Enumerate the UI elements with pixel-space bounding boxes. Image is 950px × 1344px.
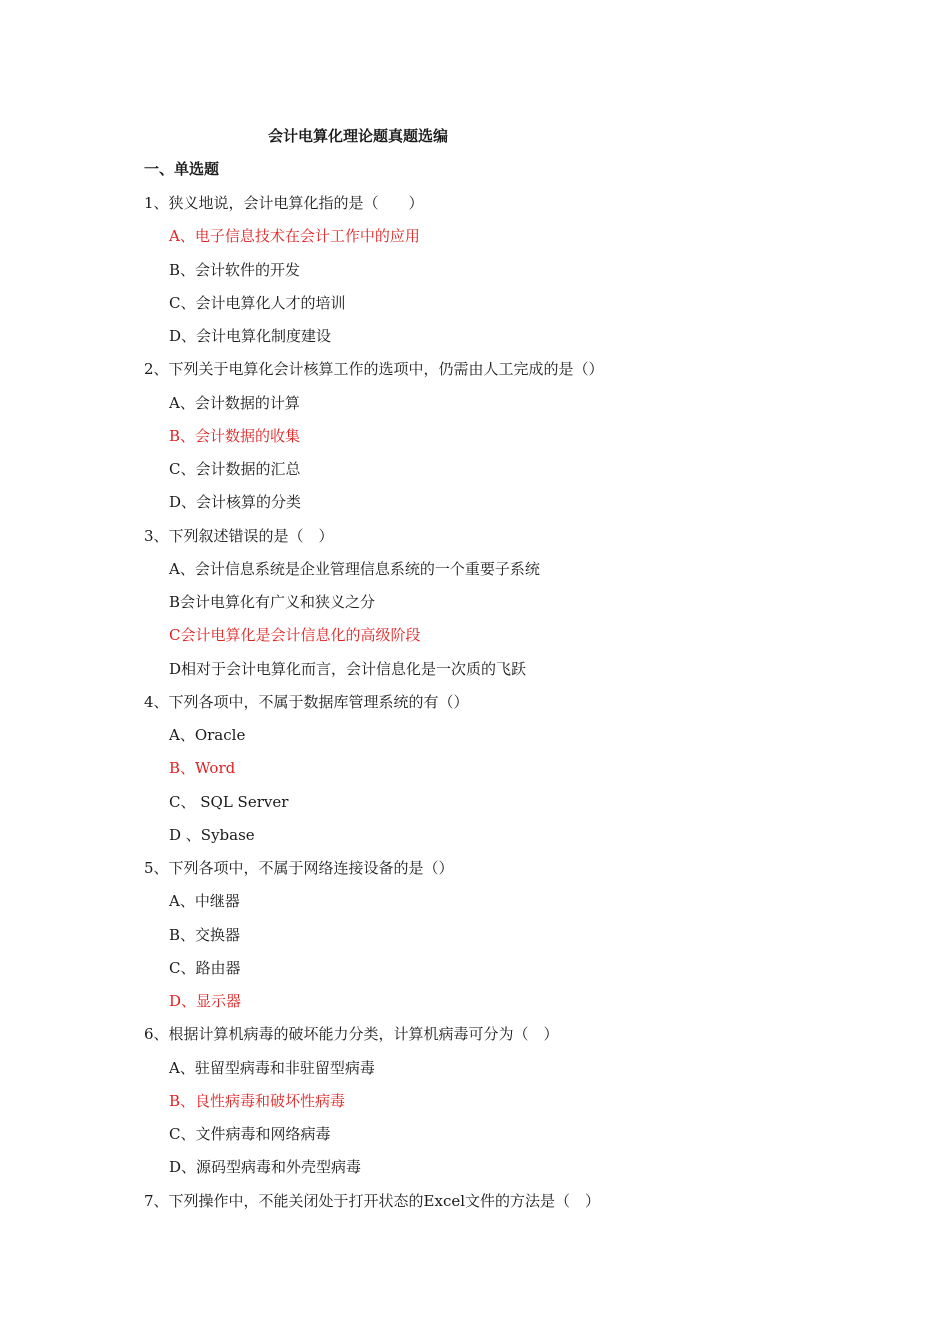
section-title: 一、单选题 bbox=[144, 160, 220, 178]
answer-option-correct: B、Word bbox=[169, 759, 236, 778]
answer-option: C、会计数据的汇总 bbox=[169, 460, 301, 478]
question-stem: 3、下列叙述错误的是（ ） bbox=[144, 526, 334, 545]
question-stem: 1、狭义地说，会计电算化指的是（ ） bbox=[144, 194, 424, 212]
question-stem: 6、根据计算机病毒的破坏能力分类，计算机病毒可分为（ ） bbox=[144, 1025, 559, 1044]
answer-option: B、会计软件的开发 bbox=[169, 260, 301, 279]
question-list bbox=[0, 192, 950, 1223]
answer-option-correct: D、显示器 bbox=[169, 992, 242, 1010]
answer-option: D、会计核算的分类 bbox=[169, 493, 302, 512]
answer-option: C、文件病毒和网络病毒 bbox=[169, 1125, 331, 1143]
answer-option: C、会计电算化人才的培训 bbox=[169, 293, 346, 312]
document-title: 会计电算化理论题真题选编 bbox=[268, 127, 449, 145]
answer-option-correct: A、电子信息技术在会计工作中的应用 bbox=[169, 227, 420, 246]
answer-option: D、会计电算化制度建设 bbox=[169, 327, 332, 345]
answer-option: A、会计信息系统是企业管理信息系统的一个重要子系统 bbox=[169, 559, 540, 578]
question-stem: 2、下列关于电算化会计核算工作的选项中，仍需由人工完成的是（） bbox=[144, 360, 604, 379]
answer-option-correct: B、良性病毒和破坏性病毒 bbox=[169, 1091, 346, 1110]
answer-option: A、会计数据的计算 bbox=[169, 393, 300, 412]
answer-option: D、源码型病毒和外壳型病毒 bbox=[169, 1158, 362, 1177]
answer-option: D 、Sybase bbox=[169, 825, 255, 844]
answer-option: C、 SQL Server bbox=[169, 792, 289, 811]
answer-option: A、中继器 bbox=[169, 892, 240, 911]
answer-option-correct: B、会计数据的收集 bbox=[169, 426, 301, 445]
answer-option: B会计电算化有广义和狭义之分 bbox=[169, 593, 376, 611]
answer-option: B、交换器 bbox=[169, 925, 241, 944]
question-stem: 5、下列各项中，不属于网络连接设备的是（） bbox=[144, 859, 454, 877]
answer-option: C、路由器 bbox=[169, 958, 241, 977]
answer-option: A、驻留型病毒和非驻留型病毒 bbox=[169, 1058, 375, 1077]
question-stem: 7、下列操作中，不能关闭处于打开状态的Excel文件的方法是（ ） bbox=[144, 1191, 601, 1210]
answer-option: A、Oracle bbox=[169, 726, 246, 744]
answer-option: D相对于会计电算化而言，会计信息化是一次质的飞跃 bbox=[169, 659, 527, 678]
answer-option-correct: C会计电算化是会计信息化的高级阶段 bbox=[169, 626, 421, 645]
question-stem: 4、下列各项中，不属于数据库管理系统的有（） bbox=[144, 692, 469, 711]
